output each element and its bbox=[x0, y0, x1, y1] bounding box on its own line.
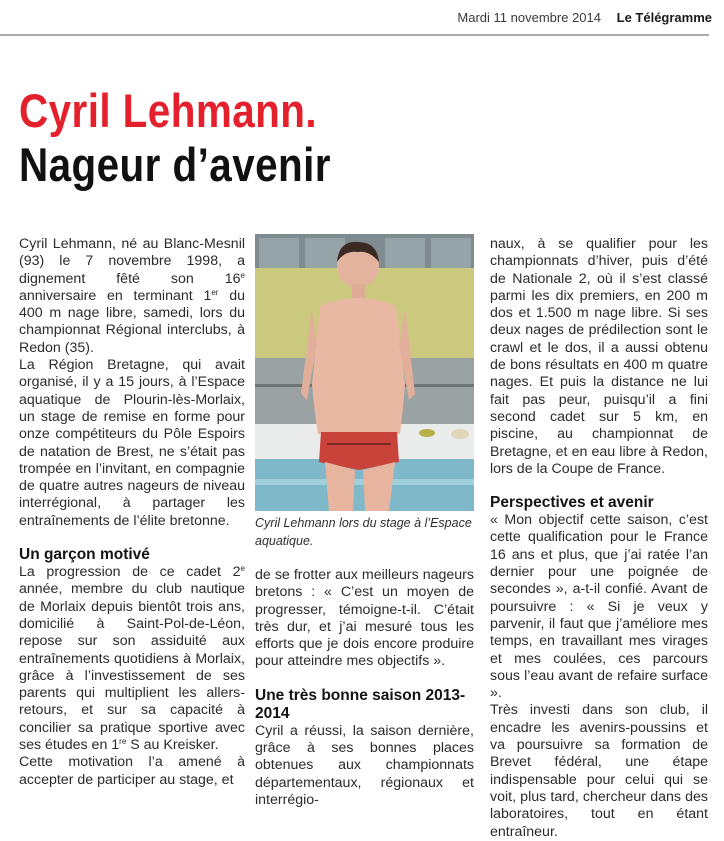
text-run: Cyril Lehmann, né au Blanc-Mesnil (93) le 7 novembre 1998, a dignement fêté son 16 bbox=[19, 236, 245, 287]
section-heading-perspectives: Perspectives et avenir bbox=[490, 494, 654, 512]
text-run: année, membre du club nautique de Morlaix depuis bientôt trois ans, domicilié à Saint-Pol-de-Léon, repose sur son assiduité aux entraînements quotidiens à Morlaix, grâce à l’investissement de ses parents qui multiplient les allers-retours, et sur sa capacité à concilier sa pratique sportive avec ses études en 1 bbox=[19, 581, 245, 754]
section3-paragraph-1: « Mon objectif cette saison, c’est cette qualification pour le France 16 ans et plus, que j’ai ratée l’an dernier pour une poignée de secondes », a-t-il confié. Avant de poursuivre : « Si je veux y parvenir, il faut que j’améliore mes temps, en travaillant mes virages et mes coulées, ces parcours sous l’eau avant de refaire surface ». bbox=[490, 512, 708, 702]
photo-caption: Cyril Lehmann lors du stage à l’Espace aquatique. bbox=[255, 516, 472, 548]
text-run: S au Kreisker. bbox=[126, 737, 219, 754]
intro-paragraph-2: La Région Bretagne, qui avait organisé, il y a 15 jours, à l’Espace aquatique de Plourin-lès-Morlaix, un stage de remise en forme pour onze compétiteurs du Pôle Espoirs de natation de Brest, ne s’était pas trompée en l’invitant, en compagnie de quatre autres nageurs de niveau interrégional, à partager les entraînements de l’élite bretonne. bbox=[19, 357, 245, 529]
spacer bbox=[255, 671, 474, 687]
ordinal-superscript: er bbox=[211, 287, 219, 297]
intro-paragraph-1 bbox=[19, 236, 245, 357]
ordinal-superscript: e bbox=[240, 564, 245, 574]
article-headline bbox=[19, 84, 382, 192]
section-heading-motivated: Un garçon motivé bbox=[19, 546, 150, 564]
photo-illustration bbox=[255, 234, 474, 511]
headline-tagline: Nageur d’avenir bbox=[19, 138, 331, 191]
article-column-1 bbox=[19, 236, 245, 789]
publication-date: Mardi 11 novembre 2014 bbox=[457, 10, 601, 25]
section1-paragraph-2-start: Cette motivation l’a amené à accepter de participer au stage, et bbox=[19, 754, 245, 788]
article-column-3 bbox=[490, 236, 708, 841]
spacer bbox=[19, 530, 245, 546]
section-heading-season: Une très bonne saison 2013-2014 bbox=[255, 686, 466, 722]
ordinal-superscript: e bbox=[240, 270, 245, 280]
text-run: anniversaire en terminant 1 bbox=[19, 287, 212, 304]
header-rule bbox=[0, 34, 709, 36]
headline-name: Cyril Lehmann. bbox=[19, 84, 318, 137]
publication-name: Le Télégramme bbox=[616, 10, 712, 25]
swimmer-photo bbox=[255, 234, 474, 511]
ordinal-superscript: re bbox=[119, 737, 127, 747]
section2-paragraph-1-start: Cyril a réussi, la saison dernière, grâce à ses bonnes places obtenues aux championnats départementaux, régionaux et interrégio- bbox=[255, 722, 474, 808]
section3-paragraph-2: Très investi dans son club, il encadre les avenirs-poussins et va poursuivre sa formation de Brevet fédéral, une étape indispensable pour celui qui se voit, plus tard, chercheur dans des laboratoires, tout en étant entraîneur. bbox=[490, 702, 708, 840]
section1-paragraph-2-end: de se frotter aux meilleurs nageurs bretons : « C’est un moyen de progresser, témoigne-t-il. C’était très dur, et j’ai mesuré tous les efforts que je dois encore produire pour atteindre mes objectifs ». bbox=[255, 567, 474, 670]
spacer bbox=[490, 478, 708, 494]
text-run: du 400 m nage libre, samedi, lors du championnat Régional interclubs, à Redon (35). bbox=[19, 287, 245, 356]
section2-paragraph-1-end: naux, à se qualifier pour les championnats d’hiver, puis d’été de Nationale 2, où il s’est classé parmi les dix premiers, en 200 m dos et 1.500 m nage libre. Si ses deux nages de prédilection sont le crawl et le dos, il a aussi obtenu de bons résultats en 400 m quatre nages. Et puis la distance ne lui fait pas peur, puisqu’il a fini second cadet sur 5 km, en piscine, au championnat de Bretagne, et en eau libre à Redon, lors de la Coupe de France. bbox=[490, 236, 708, 477]
section1-paragraph-1 bbox=[19, 564, 245, 754]
text-run: La progression de ce cadet 2 bbox=[19, 564, 241, 581]
article-column-2 bbox=[255, 567, 474, 809]
masthead bbox=[457, 10, 712, 25]
